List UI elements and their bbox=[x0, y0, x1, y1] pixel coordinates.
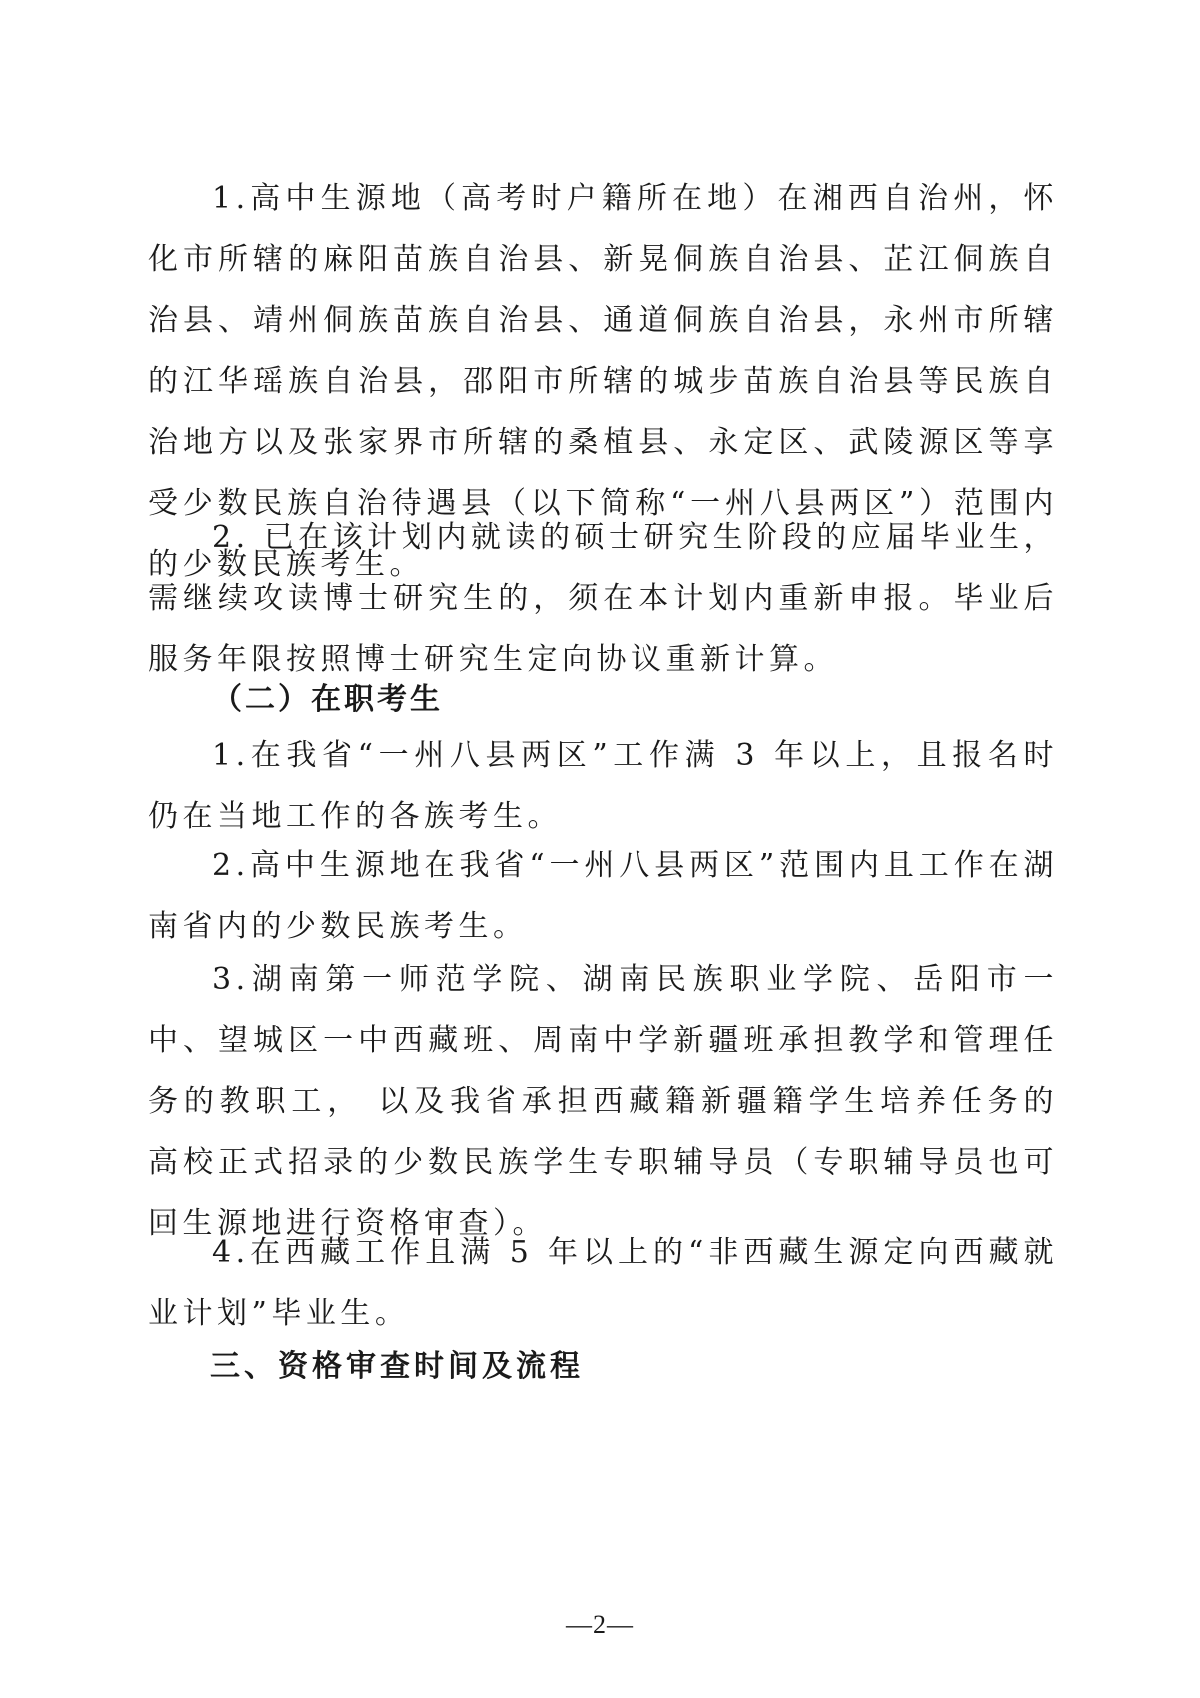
page-number: —2— bbox=[566, 1610, 634, 1639]
paragraph-in-service-item-1: 1.在我省“一州八县两区”工作满 3 年以上，且报名时仍在当地工作的各族考生。 bbox=[148, 738, 1058, 834]
paragraph-in-service-item-2: 2.高中生源地在我省“一州八县两区”范围内且工作在湖南省内的少数民族考生。 bbox=[148, 848, 1058, 944]
paragraph-student-source-area: 1.高中生源地（高考时户籍所在地）在湘西自治州，怀化市所辖的麻阳苗族自治县、新晃侗族自治县、芷江侗族自治县、靖州侗族苗族自治县、通道侗族自治县，永州市所辖的江华瑶族自治县，邵阳市所辖的城步苗族自治县等民族自治地方以及张家界市所辖的桑植县、永定区、武陵源区等享受少数民族自治待遇县（以下简称“一州八县两区”）范围内的少数民族考生。 bbox=[148, 181, 1058, 582]
sub-heading-in-service-candidates: （二）在职考生 bbox=[212, 682, 443, 717]
paragraph-in-service-item-4: 4.在西藏工作且满 5 年以上的“非西藏生源定向西藏就业计划”毕业生。 bbox=[148, 1235, 1058, 1331]
paragraph-in-service-item-3: 3.湖南第一师范学院、湖南民族职业学院、岳阳市一中、望城区一中西藏班、周南中学新疆班承担教学和管理任务的教职工， 以及我省承担西藏籍新疆籍学生培养任务的高校正式招录的少数民族学生专职辅导员（专职辅导员也可回生源地进行资格审查）。 bbox=[148, 962, 1058, 1241]
section-heading-review-process: 三、资格审查时间及流程 bbox=[210, 1349, 584, 1384]
paragraph-masters-continuation: 2. 已在该计划内就读的硕士研究生阶段的应届毕业生，需继续攻读博士研究生的，须在本计划内重新申报。毕业后服务年限按照博士研究生定向协议重新计算。 bbox=[148, 520, 1058, 677]
